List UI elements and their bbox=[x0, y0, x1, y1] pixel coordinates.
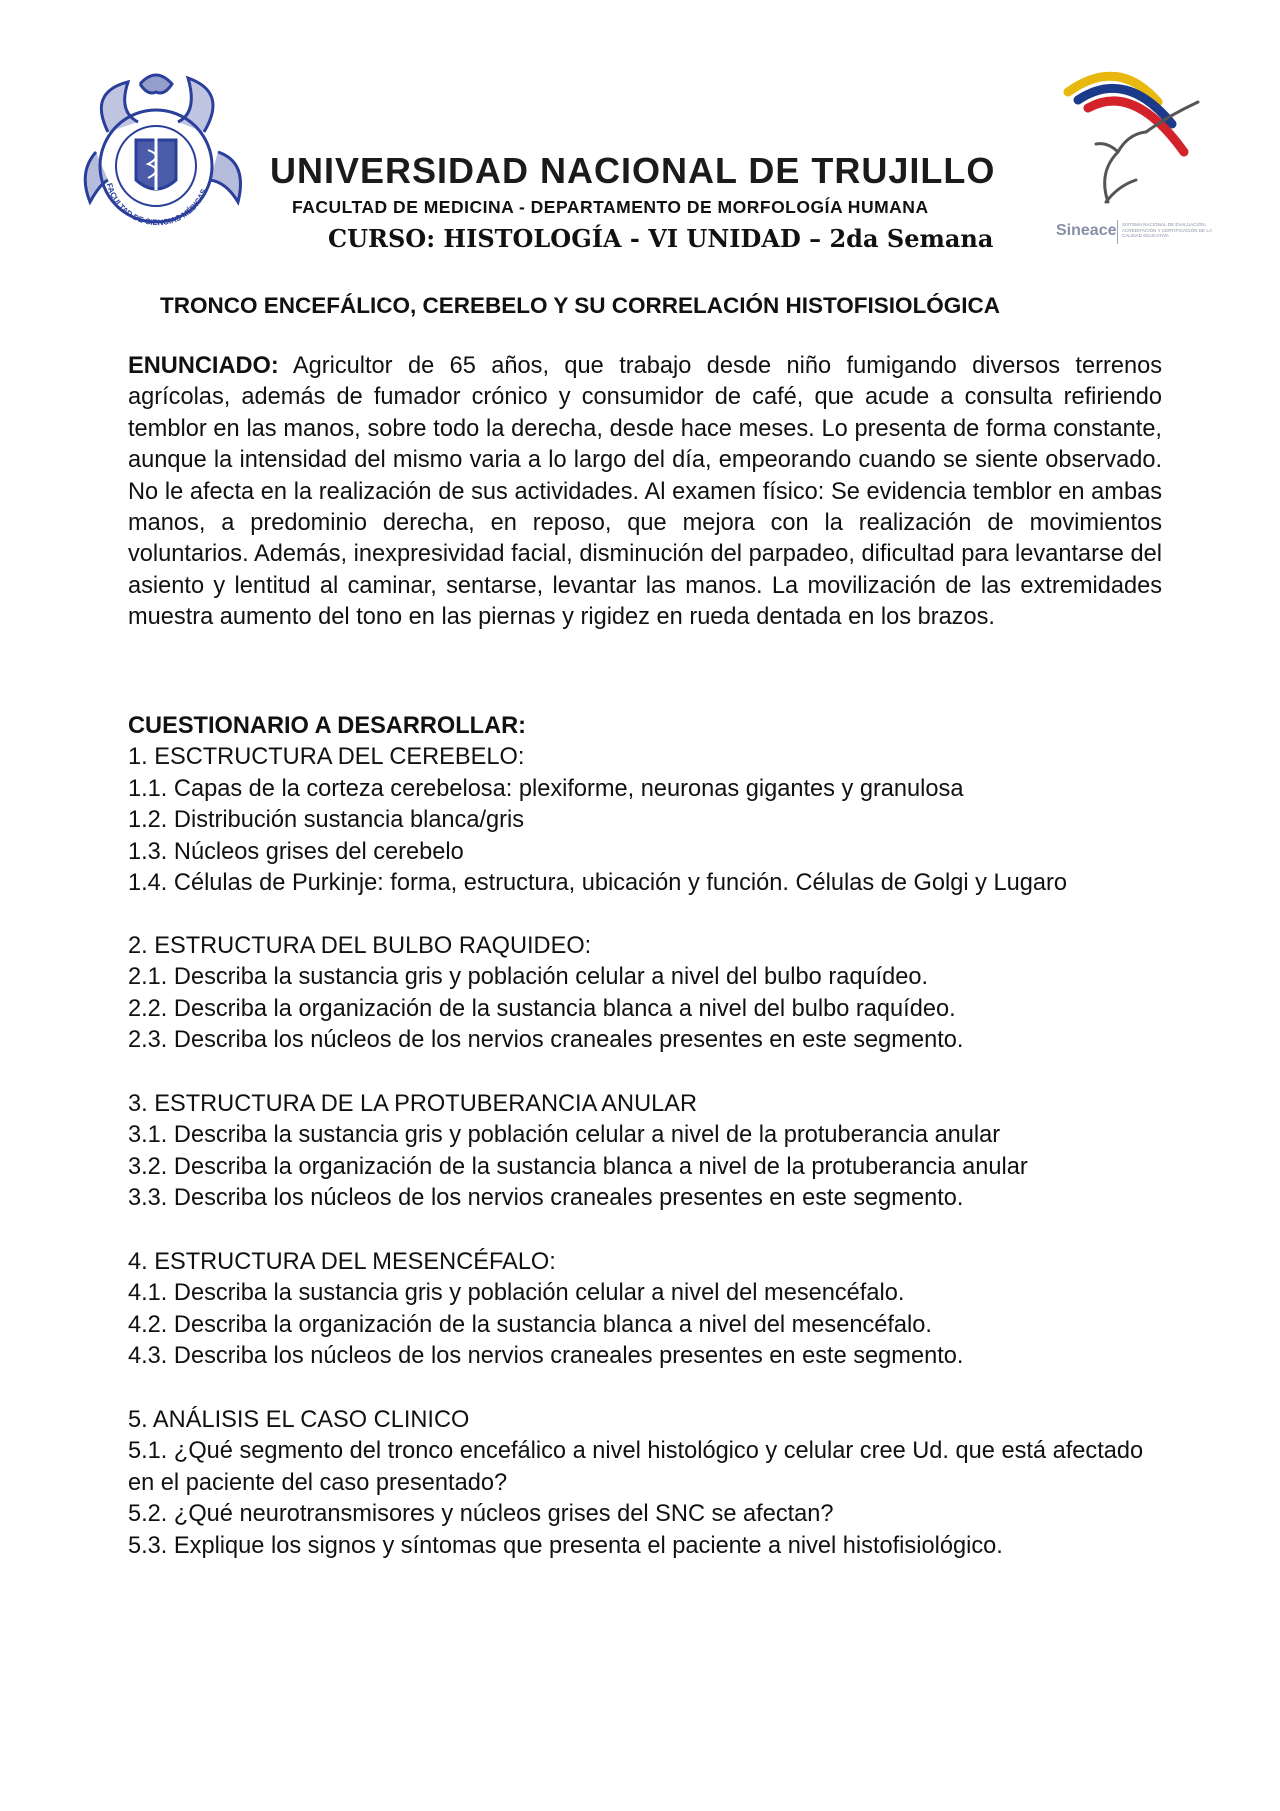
section-title: 4. ESTRUCTURA DEL MESENCÉFALO: bbox=[128, 1249, 556, 1275]
sineace-subtext: SISTEMA NACIONAL DE EVALUACIÓN, ACREDITACIÓN Y CERTIFICACIÓN DE LA CALIDAD EDUCATIVA bbox=[1122, 222, 1212, 239]
question-item: 2.3. Describa los núcleos de los nervios craneales presentes en este segmento. bbox=[128, 1027, 964, 1054]
question-item: 1.2. Distribución sustancia blanca/gris bbox=[128, 807, 525, 834]
course-title: CURSO: HISTOLOGÍA - VI UNIDAD – 2da Semana bbox=[328, 224, 994, 253]
sineace-logo-icon bbox=[1048, 62, 1218, 242]
question-item: 2.2. Describa la organización de la sustancia blanca a nivel del bulbo raquídeo. bbox=[128, 995, 956, 1022]
svg-text:FACULTAD DE CIENCIAS MÉDICAS -: FACULTAD DE CIENCIAS MÉDICAS bbox=[104, 182, 209, 228]
question-item: 3.3. Describa los núcleos de los nervios craneales presentes en este segmento. bbox=[128, 1185, 964, 1212]
case-statement bbox=[128, 351, 1162, 634]
question-item: 4.1. Describa la sustancia gris y población celular a nivel del mesencéfalo. bbox=[128, 1280, 905, 1307]
questionnaire-section-3 bbox=[128, 1089, 1188, 1215]
question-item: 5.1. ¿Qué segmento del tronco encefálico a nivel histológico y celular cree Ud. que está afectado en el paciente del caso presentado? bbox=[128, 1438, 1144, 1496]
section-title: 3. ESTRUCTURA DE LA PROTUBERANCIA ANULAR bbox=[128, 1091, 698, 1117]
question-item: 1.3. Núcleos grises del cerebelo bbox=[128, 838, 464, 865]
question-item: 2.1. Describa la sustancia gris y población celular a nivel del bulbo raquídeo. bbox=[128, 964, 929, 991]
case-statement-text: Agricultor de 65 años, que trabajo desde niño fumigando diversos terrenos agrícolas, además de fumador crónico y consumidor de café, que acude a consulta refiriendo temblor en las manos, sobre todo la derecha, desde hace meses. Lo presenta de forma constante, aunque la intensidad del mismo varia a lo largo del día, empeorando cuando se siente observado. No le afecta en la realización de sus actividades. Al examen físico: Se evidencia temblor en ambas manos, a predominio derecha, en reposo, que mejora con la realización de movimientos voluntarios. Además, inexpresividad facial, disminución del parpadeo, dificultad para levantarse del asiento y lentitud al caminar, sentarse, levantar las manos. La movilización de las extremidades muestra aumento del tono en las piernas y rigidez en rueda dentada en los brazos. bbox=[128, 353, 1162, 631]
university-crest-icon bbox=[78, 62, 256, 240]
document-title: TRONCO ENCEFÁLICO, CEREBELO Y SU CORRELACIÓN HISTOFISIOLÓGICA bbox=[160, 293, 1001, 318]
question-item: 3.1. Describa la sustancia gris y población celular a nivel de la protuberancia anular bbox=[128, 1122, 1001, 1149]
question-item: 5.2. ¿Qué neurotransmisores y núcleos grises del SNC se afectan? bbox=[128, 1501, 834, 1528]
question-item: 4.2. Describa la organización de la sustancia blanca a nivel del mesencéfalo. bbox=[128, 1311, 932, 1338]
questionnaire-section-4 bbox=[128, 1247, 1188, 1373]
section-title: 2. ESTRUCTURA DEL BULBO RAQUIDEO: bbox=[128, 933, 592, 959]
section-title: 1. ESCTRUCTURA DEL CEREBELO: bbox=[128, 744, 525, 771]
case-statement-label: ENUNCIADO: bbox=[128, 353, 279, 379]
faculty-name: FACULTAD DE MEDICINA - DEPARTAMENTO DE MORFOLOGÍA HUMANA bbox=[292, 197, 929, 217]
section-title: 5. ANÁLISIS EL CASO CLINICO bbox=[128, 1407, 470, 1433]
question-item: 1.1. Capas de la corteza cerebelosa: plexiforme, neuronas gigantes y granulosa bbox=[128, 775, 964, 802]
question-item: 1.4. Células de Purkinje: forma, estructura, ubicación y función. Células de Golgi y Lugaro bbox=[128, 870, 1068, 897]
questionnaire-section-5 bbox=[128, 1405, 1162, 1562]
question-item: 4.3. Describa los núcleos de los nervios craneales presentes en este segmento. bbox=[128, 1343, 964, 1370]
sineace-brand: Sineace bbox=[1056, 222, 1117, 239]
questionnaire-section-1 bbox=[128, 711, 1188, 899]
sineace-divider bbox=[1117, 220, 1118, 244]
questionnaire-section-2 bbox=[128, 931, 1188, 1057]
question-item: 3.2. Describa la organización de la sustancia blanca a nivel de la protuberancia anular bbox=[128, 1153, 1028, 1180]
question-item: 5.3. Explique los signos y síntomas que presenta el paciente a nivel histofisiológico. bbox=[128, 1532, 1003, 1559]
questionnaire-heading: CUESTIONARIO A DESARROLLAR: bbox=[128, 713, 527, 739]
university-name: UNIVERSIDAD NACIONAL DE TRUJILLO bbox=[270, 150, 996, 191]
